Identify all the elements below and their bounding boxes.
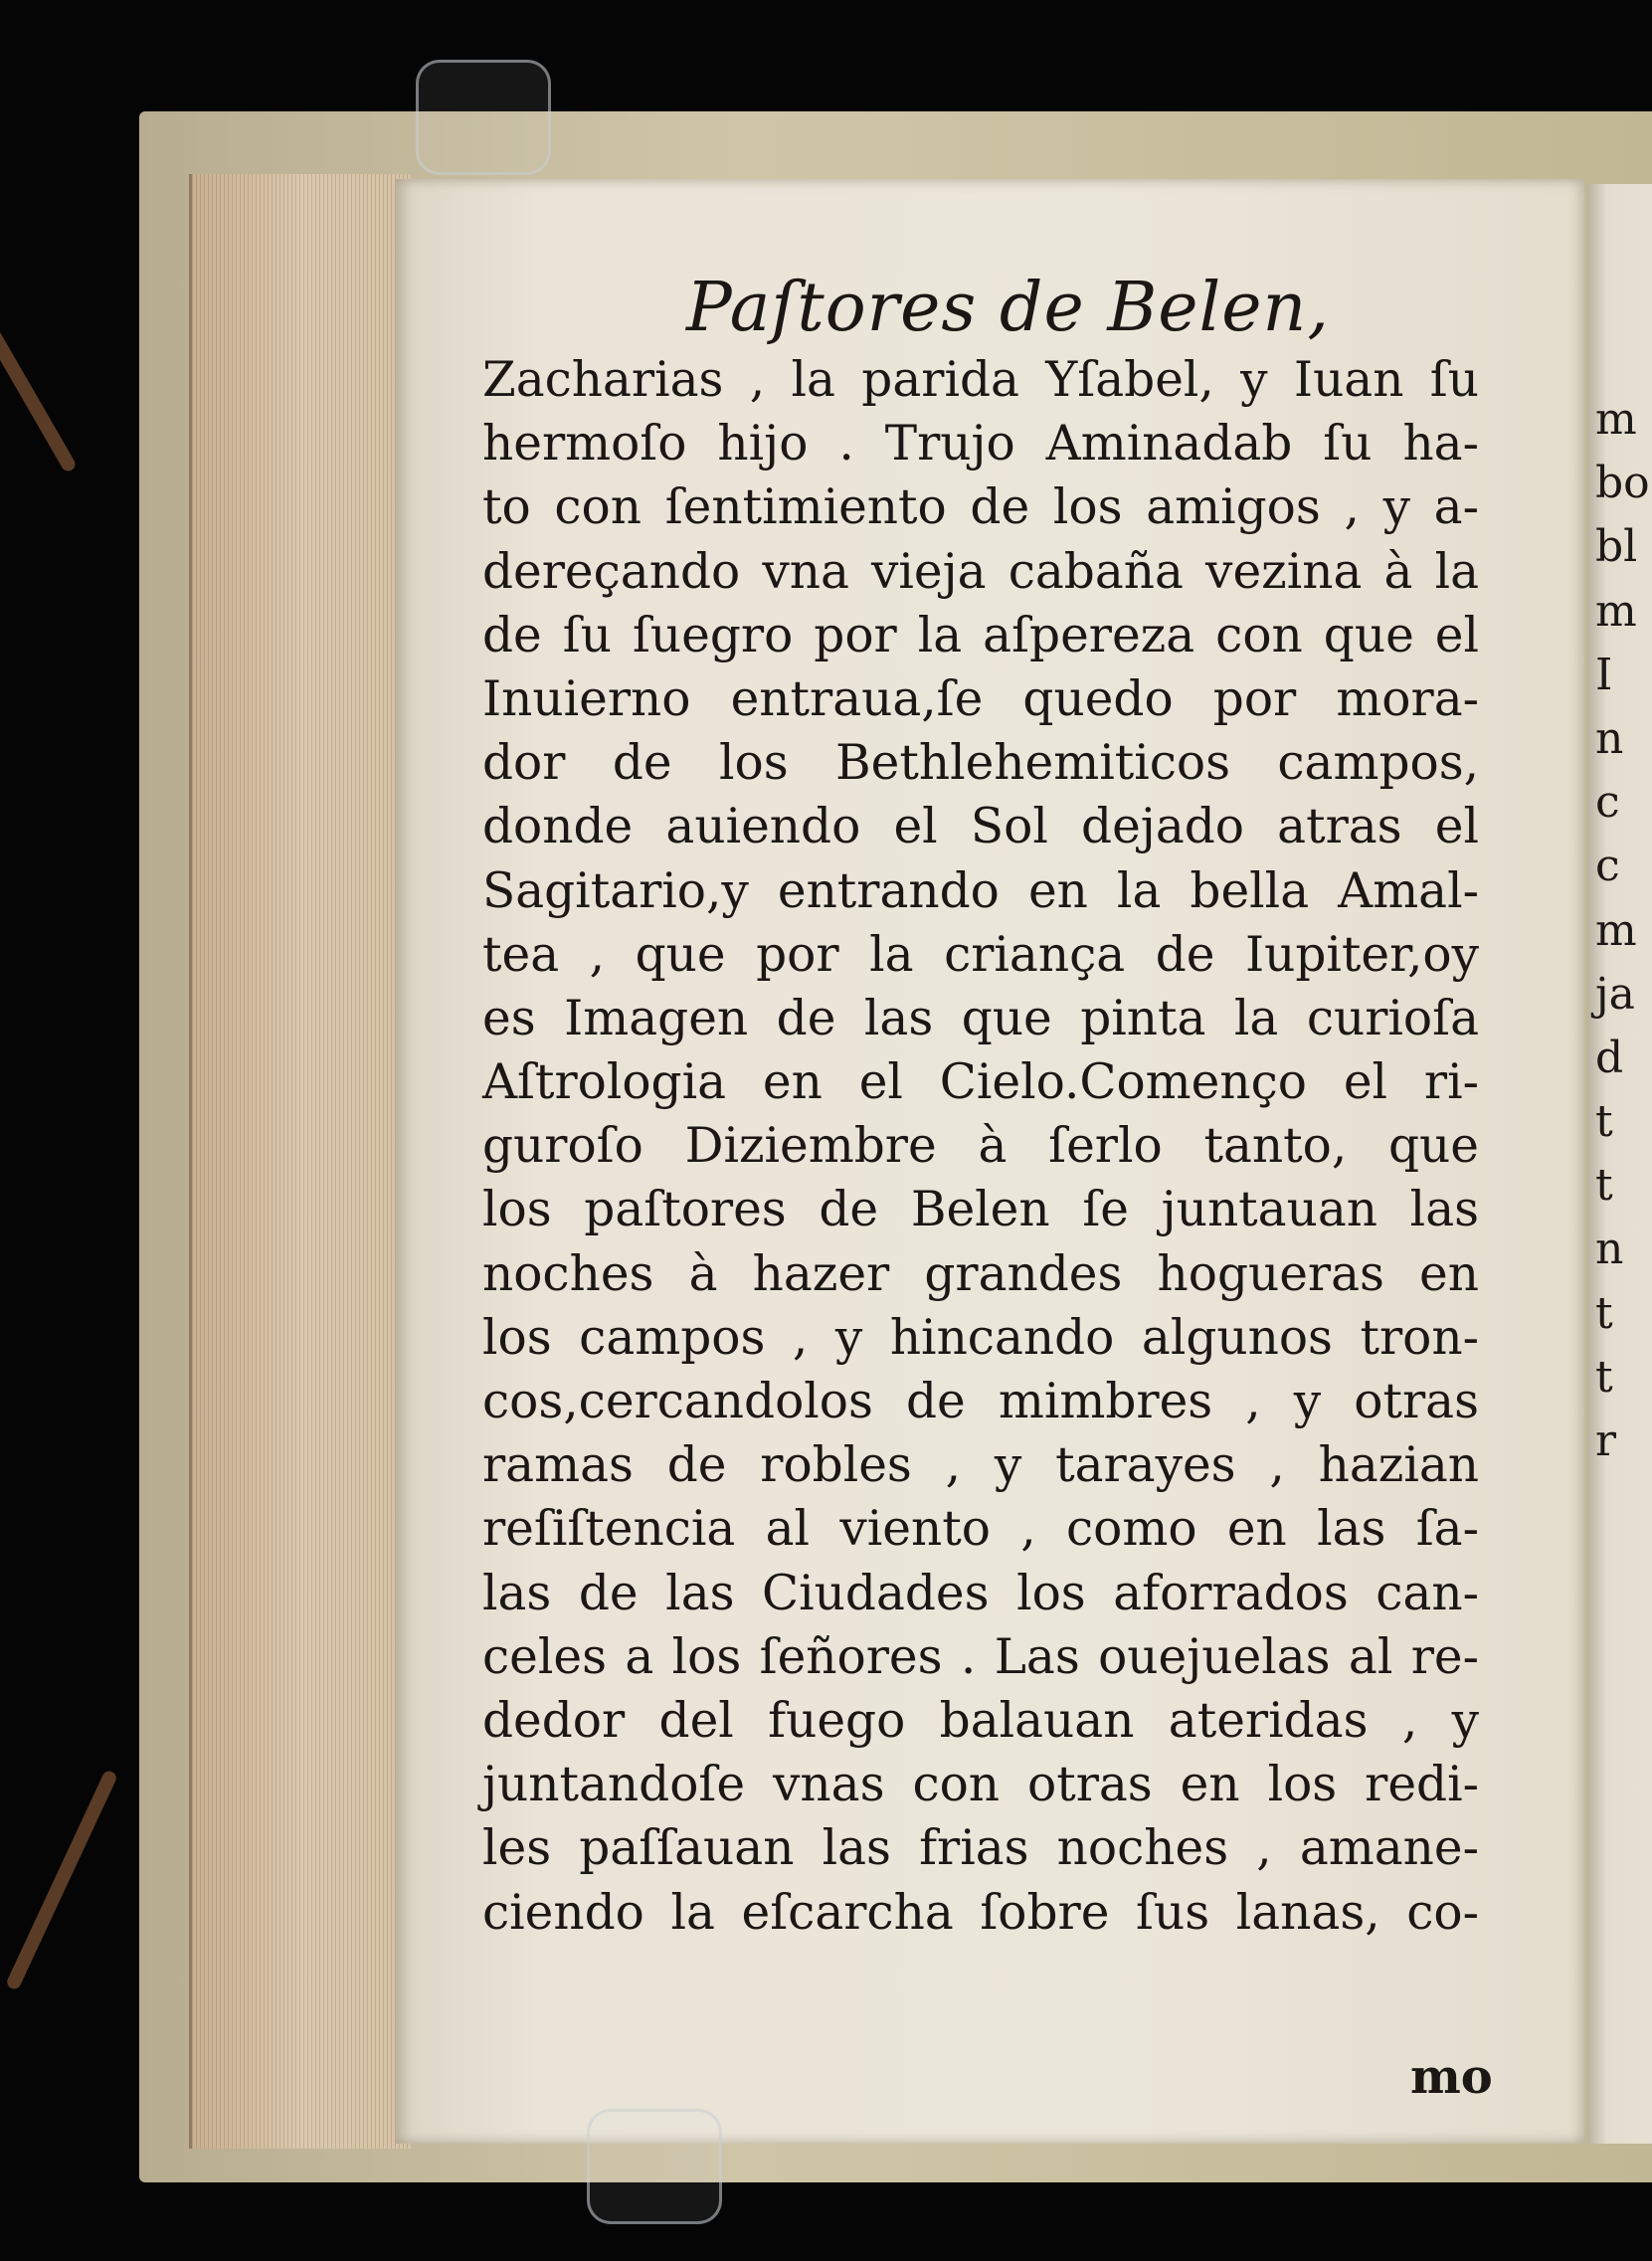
facing-fragment: c: [1595, 777, 1620, 829]
facing-fragment: ja: [1595, 968, 1635, 1020]
page-edges: [189, 174, 411, 2149]
facing-fragment: t: [1595, 1351, 1613, 1403]
page-clip-bottom: [587, 2109, 722, 2224]
text-line: Aſtrologia en el Cielo.Començo el ri-: [482, 1054, 1479, 1111]
facing-fragment: t: [1595, 1096, 1613, 1148]
facing-fragment: r: [1595, 1415, 1617, 1466]
facing-page-fragment: [1587, 184, 1652, 2144]
page-text: [482, 348, 1479, 1945]
binding-tie-bottom: [5, 1769, 118, 1990]
facing-fragment: I: [1595, 649, 1613, 700]
text-line: hermoſo hijo . Trujo Aminadab ſu ha-: [482, 416, 1479, 472]
text-line: donde auiendo el Sol dejado atras el: [482, 799, 1479, 855]
catchword: mo: [1410, 2049, 1493, 2105]
facing-fragment: m: [1595, 904, 1637, 956]
facing-fragment: bo: [1595, 458, 1650, 509]
text-line: tea , que por la criança de Iupiter,oy: [482, 926, 1479, 983]
text-line: ramas de robles , y tarayes , hazian: [482, 1437, 1479, 1494]
binding-tie-top: [0, 243, 78, 473]
facing-fragment: t: [1595, 1287, 1613, 1339]
text-line: dereçando vna vieja cabaña vezina à la: [482, 543, 1479, 600]
facing-fragment: bl: [1595, 521, 1638, 573]
facing-fragment: c: [1595, 841, 1620, 892]
text-line: noches à hazer grandes hogueras en: [482, 1245, 1479, 1302]
text-line: les paſſauan las frias noches , amane-: [482, 1820, 1479, 1877]
running-head: Paſtores de Belen,: [686, 269, 1330, 347]
text-line: los campos , y hincando algunos tron-: [482, 1309, 1479, 1366]
page-clip-top: [416, 60, 551, 175]
text-line: reſiſtencia al viento , como en las ſa-: [482, 1501, 1479, 1558]
text-line: juntandoſe vnas con otras en los redi-: [482, 1757, 1479, 1813]
text-line: cos,cercandolos de mimbres , y otras: [482, 1374, 1479, 1429]
facing-fragment: n: [1595, 712, 1624, 764]
text-line: dedor del fuego balauan ateridas , y: [482, 1692, 1479, 1749]
text-line: to con ſentimiento de los amigos , y a-: [482, 479, 1479, 536]
text-line: ciendo la eſcarcha ſobre ſus lanas, co-: [482, 1884, 1479, 1941]
facing-fragment: d: [1595, 1032, 1624, 1083]
text-line: Inuierno entraua,ſe quedo por mora-: [482, 670, 1479, 727]
text-line: de ſu ſuegro por la aſpereza con que el: [482, 607, 1479, 663]
facing-fragment: m: [1595, 585, 1637, 637]
text-line: dor de los Bethlehemiticos campos,: [482, 735, 1479, 792]
facing-fragment: n: [1595, 1224, 1624, 1275]
text-line: celes a los ſeñores . Las ouejuelas al re-: [482, 1628, 1479, 1685]
text-line: guroſo Diziembre à ſerlo tanto, que: [482, 1118, 1479, 1175]
text-line: es Imagen de las que pinta la curioſa: [482, 990, 1479, 1046]
text-line: los paſtores de Belen ſe juntauan las: [482, 1182, 1479, 1238]
text-line: Zacharias , la parida Yſabel, y Iuan ſu: [482, 352, 1479, 408]
text-line: Sagitario,y entrando en la bella Amal-: [482, 862, 1479, 919]
text-line: las de las Ciudades los aforrados can-: [482, 1565, 1479, 1621]
facing-fragment: m: [1595, 394, 1637, 445]
facing-fragment: t: [1595, 1160, 1613, 1212]
